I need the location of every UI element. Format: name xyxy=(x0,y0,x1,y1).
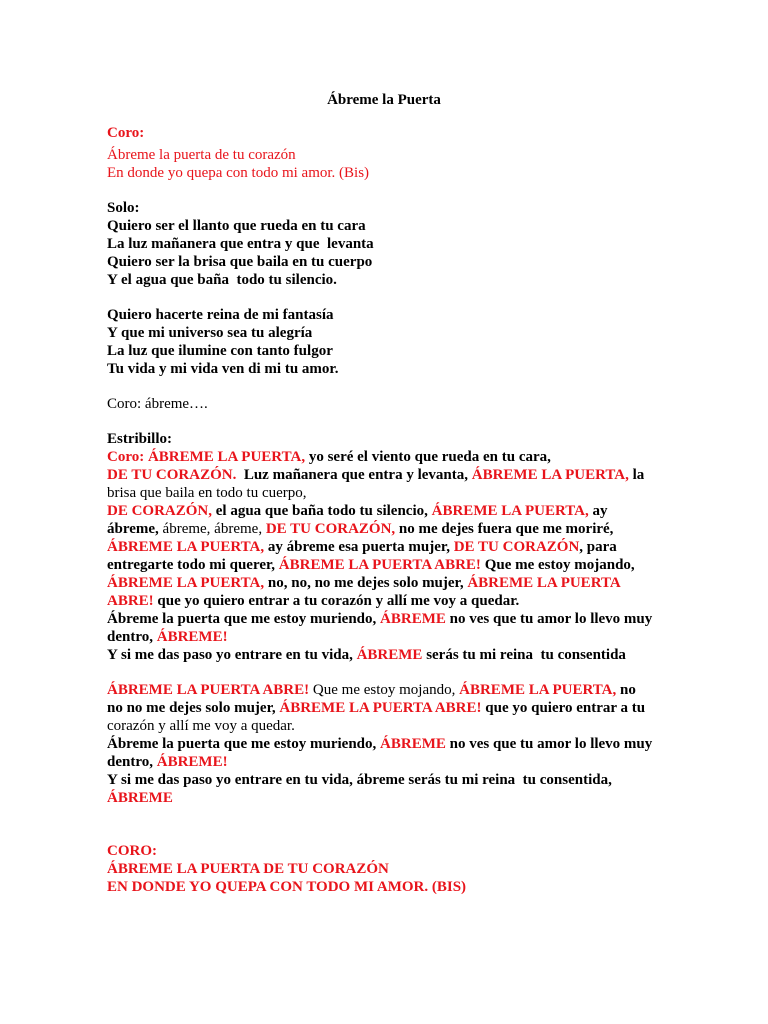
highlighted-lyric: ÁBREME LA PUERTA, xyxy=(107,539,265,555)
estribillo-line xyxy=(107,699,768,717)
solo-line: Y que mi universo sea tu alegría xyxy=(107,325,313,341)
lyric-text: ábreme, ábreme, xyxy=(158,521,266,537)
estribillo-line xyxy=(107,502,768,520)
lyric-text: no, no, no me dejes solo mujer, xyxy=(264,575,468,591)
solo-heading: Solo: xyxy=(107,200,140,216)
lyric-text: no ves que tu amor lo llevo muy xyxy=(445,736,653,752)
estribillo-line xyxy=(107,538,768,556)
estribillo-line xyxy=(107,717,768,735)
estribillo-line xyxy=(107,735,768,753)
lyric-text: el agua que baña todo tu silencio, xyxy=(212,503,432,519)
solo-line: Quiero hacerte reina de mi fantasía xyxy=(107,307,334,323)
estribillo-line xyxy=(107,771,768,789)
lyric-text: Que me estoy mojando, xyxy=(309,682,460,698)
estribillo-line xyxy=(107,520,768,538)
lyric-text: no no me dejes solo mujer, xyxy=(107,700,280,716)
highlighted-lyric: ÁBREME LA PUERTA, xyxy=(107,575,265,591)
estribillo-heading: Estribillo: xyxy=(107,431,173,447)
coro-line: Ábreme la puerta de tu corazón xyxy=(107,147,296,163)
coro-repeat-line: Coro: ábreme…. xyxy=(107,396,208,412)
coro-section xyxy=(0,124,768,182)
highlighted-lyric: DE CORAZÓN, xyxy=(107,503,213,519)
lyric-text: Ábreme la puerta que me estoy muriendo, xyxy=(107,611,381,627)
lyric-text: ay xyxy=(588,503,608,519)
estribillo-line xyxy=(107,556,768,574)
lyric-text: no me dejes fuera que me moriré, xyxy=(395,521,614,537)
estribillo-line xyxy=(107,484,768,502)
estribillo-part-2 xyxy=(0,681,768,807)
estribillo-line xyxy=(107,448,768,466)
solo-line: Tu vida y mi vida ven di mi tu amor. xyxy=(107,361,339,377)
coro-lyrics xyxy=(107,146,768,182)
coro-repeat-section xyxy=(0,395,768,413)
highlighted-lyric: ÁBREME xyxy=(356,647,423,663)
highlighted-lyric: DE TU CORAZÓN xyxy=(453,539,580,555)
highlighted-lyric: ÁBREME LA PUERTA xyxy=(467,575,621,591)
coro-line: En donde yo quepa con todo mi amor. (Bis) xyxy=(107,165,370,181)
estribillo-section xyxy=(0,430,768,664)
estribillo-line xyxy=(107,610,768,628)
lyric-text: , para xyxy=(579,539,617,555)
highlighted-lyric: ÁBREME xyxy=(380,736,446,752)
estribillo-line xyxy=(107,628,768,646)
estribillo-line xyxy=(107,646,768,664)
lyric-text: ay ábreme esa puerta mujer, xyxy=(264,539,454,555)
highlighted-lyric: Coro: ÁBREME LA PUERTA, xyxy=(107,449,306,465)
final-coro-heading: CORO: xyxy=(107,843,157,859)
final-coro-line: EN DONDE YO QUEPA CON TODO MI AMOR. (BIS) xyxy=(107,879,467,895)
estribillo-line xyxy=(107,789,768,807)
lyric-text: Y si me das paso yo entrare en tu vida, ábreme serás tu mi reina tu consentida, xyxy=(107,772,612,788)
lyric-text: yo seré el viento que rueda en tu cara, xyxy=(305,449,551,465)
highlighted-lyric: ÁBREME LA PUERTA, xyxy=(431,503,589,519)
estribillo-line xyxy=(107,681,768,699)
highlighted-lyric: ÁBREME LA PUERTA, xyxy=(471,467,629,483)
estribillo-line xyxy=(107,466,768,484)
lyric-text: no xyxy=(616,682,636,698)
solo-stanza-2 xyxy=(0,306,768,378)
highlighted-lyric: ÁBREME! xyxy=(156,629,228,645)
solo-line: Quiero ser el llanto que rueda en tu cara xyxy=(107,218,366,234)
estribillo-line xyxy=(107,574,768,592)
estribillo-line xyxy=(107,753,768,771)
lyric-text: serás tu mi reina tu consentida xyxy=(422,647,626,663)
lyric-text: ábreme, xyxy=(107,521,159,537)
lyric-text: la xyxy=(628,467,645,483)
solo-line: La luz que ilumine con tanto fulgor xyxy=(107,343,333,359)
highlighted-lyric: ÁBREME xyxy=(380,611,446,627)
highlighted-lyric: DE TU CORAZÓN, xyxy=(265,521,396,537)
lyric-text: corazón y allí me voy a quedar. xyxy=(107,718,295,734)
solo-section xyxy=(0,199,768,289)
final-coro-line: ÁBREME LA PUERTA DE TU CORAZÓN xyxy=(107,861,389,877)
highlighted-lyric: ÁBREME LA PUERTA ABRE! xyxy=(279,700,482,716)
lyric-text: dentro, xyxy=(107,754,157,770)
final-coro-section xyxy=(0,842,768,896)
highlighted-lyric: DE TU CORAZÓN. xyxy=(107,467,237,483)
lyric-text: que yo quiero entrar a tu xyxy=(481,700,646,716)
lyric-text: no ves que tu amor lo llevo muy xyxy=(445,611,653,627)
lyric-text: Que me estoy mojando, xyxy=(480,557,635,573)
lyric-text: Y si me das paso yo entrare en tu vida, xyxy=(107,647,357,663)
solo-line: Quiero ser la brisa que baila en tu cuerpo xyxy=(107,254,373,270)
highlighted-lyric: ÁBREME xyxy=(107,790,173,806)
highlighted-lyric: ÁBREME LA PUERTA, xyxy=(459,682,617,698)
document-title: Ábreme la Puerta xyxy=(327,92,441,108)
lyric-text: Ábreme la puerta que me estoy muriendo, xyxy=(107,736,381,752)
estribillo-line xyxy=(107,592,768,610)
lyric-text: dentro, xyxy=(107,629,157,645)
lyric-text: Luz mañanera que entra y levanta, xyxy=(236,467,472,483)
lyric-text: entregarte todo mi querer, xyxy=(107,557,279,573)
highlighted-lyric: ÁBREME LA PUERTA ABRE! xyxy=(107,682,310,698)
lyric-text: que yo quiero entrar a tu corazón y allí me voy a quedar. xyxy=(153,593,520,609)
highlighted-lyric: ÁBREME LA PUERTA ABRE! xyxy=(278,557,481,573)
solo-line: Y el agua que baña todo tu silencio. xyxy=(107,272,337,288)
highlighted-lyric: ÁBREME! xyxy=(156,754,228,770)
highlighted-lyric: ABRE! xyxy=(107,593,154,609)
coro-heading: Coro: xyxy=(107,125,145,141)
solo-line: La luz mañanera que entra y que levanta xyxy=(107,236,374,252)
lyric-text: brisa que baila en todo tu cuerpo, xyxy=(107,485,307,501)
